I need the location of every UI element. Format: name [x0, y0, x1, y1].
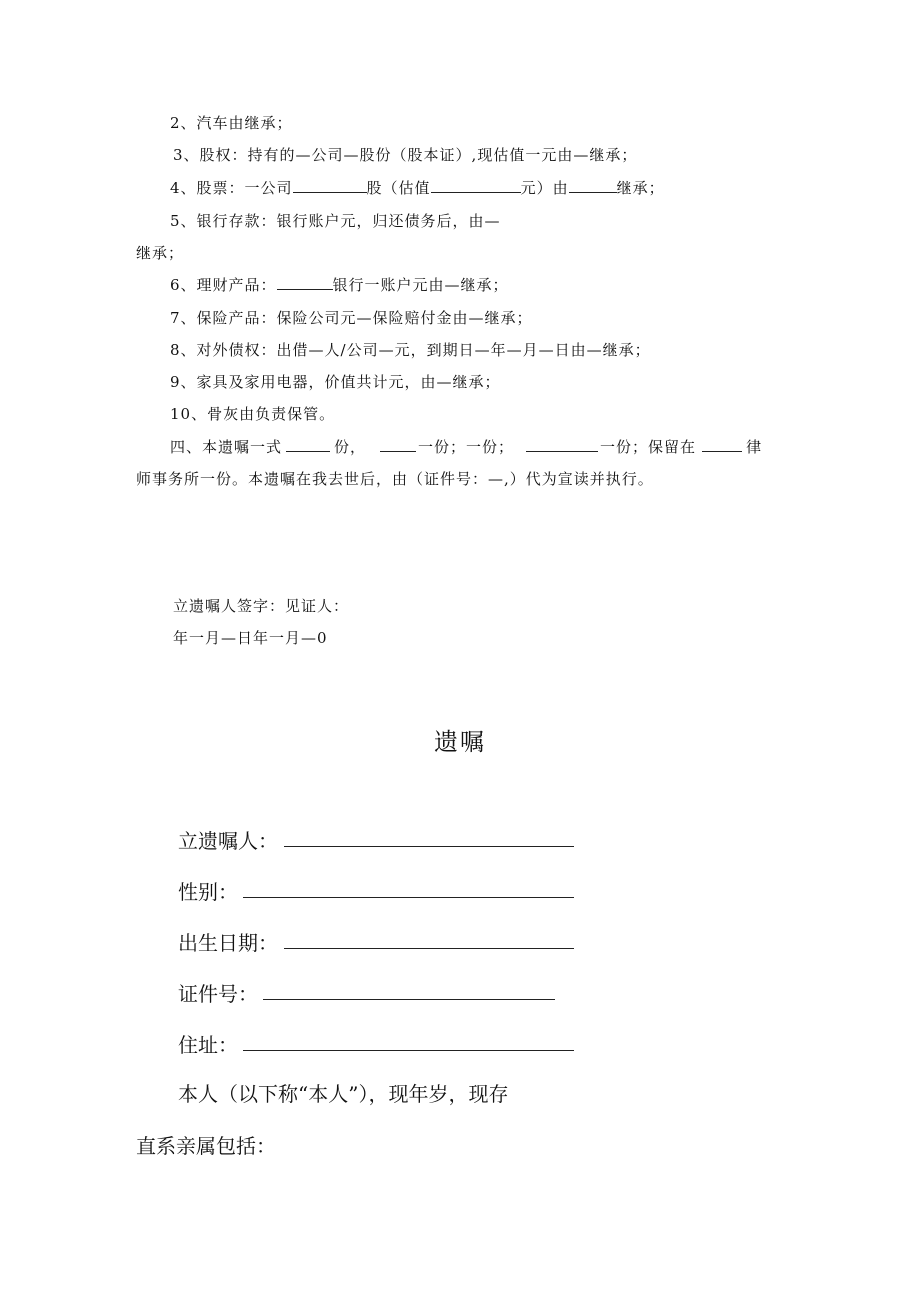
- page-title: 遗嘱: [434, 728, 486, 756]
- clause-4-text-a: 四、本遗嘱一式: [170, 438, 283, 456]
- birthdate-label: 出生日期：: [178, 931, 278, 955]
- relatives-line: 直系亲属包括：: [136, 1134, 276, 1158]
- clause-4: [170, 436, 762, 457]
- blank-line: [702, 437, 742, 452]
- list-item-6-text-a: 6、理财产品：: [170, 276, 277, 294]
- clause-4-text-c: 一份；一份；: [418, 438, 515, 456]
- clause-4-continued: 师事务所一份。本遗嘱在我去世后，由（证件号：—,）代为宣读并执行。: [136, 470, 654, 488]
- list-item-4-text-c: 元）由: [520, 179, 569, 197]
- testator-input-line[interactable]: [284, 846, 574, 847]
- statement-line: 本人（以下称“本人”），现年岁，现存: [178, 1082, 509, 1106]
- signature-line: 立遗嘱人签字：见证人：: [173, 597, 350, 615]
- list-item-2: 2、汽车由继承；: [170, 114, 293, 132]
- list-item-10: 10、骨灰由负责保管。: [170, 405, 336, 423]
- gender-label: 性别：: [178, 880, 238, 904]
- birthdate-input-line[interactable]: [284, 948, 574, 949]
- clause-4-text-d: 一份；保留在: [600, 438, 697, 456]
- list-item-9: 9、家具及家用电器，价值共计元，由—继承；: [170, 373, 501, 391]
- blank-line: [277, 275, 333, 290]
- list-item-4-text-a: 4、股票：一公司: [170, 179, 293, 197]
- list-item-4-text-b: 股（估值: [366, 179, 431, 197]
- list-item-4: [170, 177, 665, 198]
- blank-line: [431, 178, 521, 193]
- list-item-5: 5、银行存款：银行账户元，归还债务后，由—: [170, 212, 501, 230]
- list-item-8: 8、对外债权：出借—人/公司—元，到期日—年—月—日由—继承；: [170, 341, 651, 359]
- blank-line: [286, 437, 330, 452]
- blank-line: [380, 437, 416, 452]
- gender-input-line[interactable]: [243, 897, 574, 898]
- address-input-line[interactable]: [243, 1050, 574, 1051]
- blank-line: [526, 437, 598, 452]
- clause-4-text-b: 份，: [334, 438, 367, 456]
- list-item-3: 3、股权：持有的—公司—股份（股本证）,现估值一元由—继承；: [173, 146, 638, 164]
- id-number-input-line[interactable]: [263, 999, 555, 1000]
- list-item-5-continued: 继承；: [136, 244, 185, 262]
- testator-label: 立遗嘱人：: [178, 829, 278, 853]
- blank-line: [569, 178, 617, 193]
- date-line: 年一月—日年一月—0: [173, 629, 328, 647]
- clause-4-text-e: 律: [746, 438, 763, 456]
- address-label: 住址：: [178, 1033, 238, 1057]
- list-item-7: 7、保险产品：保险公司元—保险赔付金由—继承；: [170, 309, 533, 327]
- list-item-6-text-b: 银行一账户元由—继承；: [332, 276, 509, 294]
- list-item-6: [170, 274, 509, 295]
- list-item-4-text-d: 继承；: [616, 179, 665, 197]
- blank-line: [293, 178, 367, 193]
- id-number-label: 证件号：: [178, 982, 258, 1006]
